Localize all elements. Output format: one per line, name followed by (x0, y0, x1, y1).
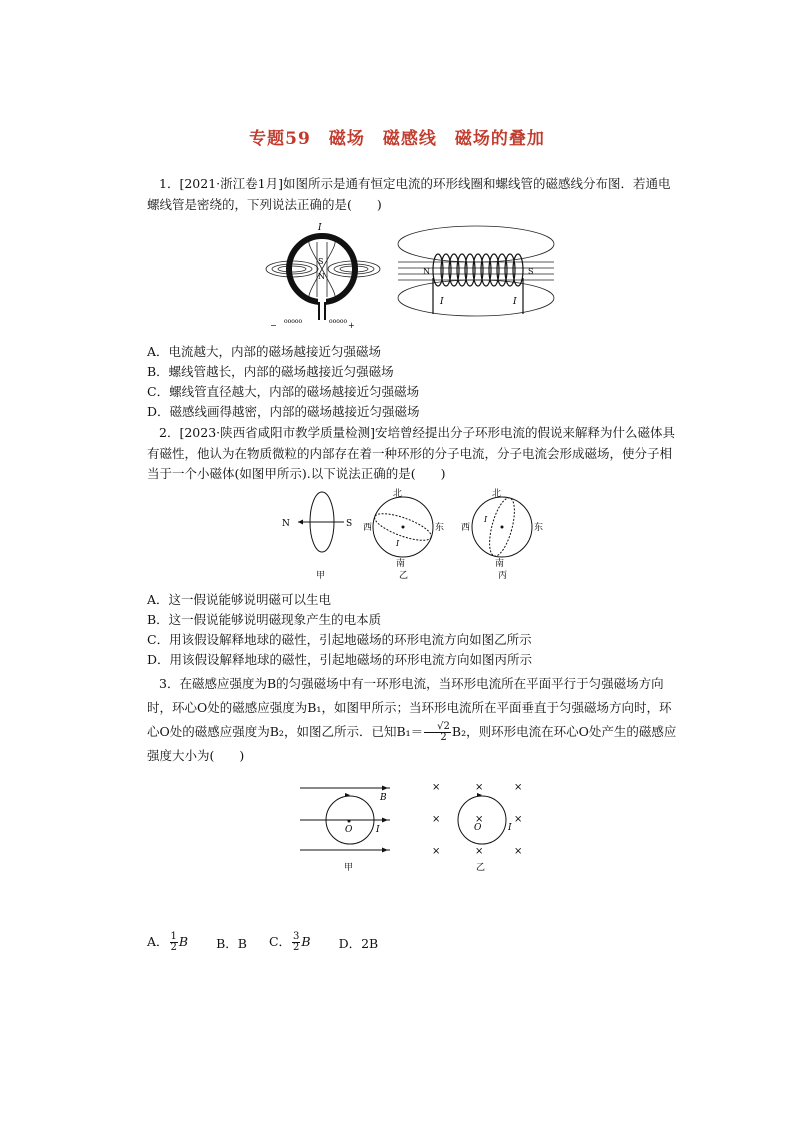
option-a-unit: B (178, 934, 189, 949)
q2-stem: 2．[2023·陕西省咸阳市教学质量检测]安培曾经提出分子环形电流的假说来解释为什么磁体具有磁性，他认为在物质微粒的内部存在着一种环形的分子电流，分子电流会形成磁场，使分子相当于一个小磁体(如图甲所示).以下说法正确的是( ) (147, 425, 675, 481)
jia-caption: 甲 (316, 571, 326, 581)
option-c-fraction (292, 932, 300, 953)
solenoid-s-label: S (528, 267, 534, 276)
jia-o-label: O (345, 825, 353, 835)
bing-current: I (484, 515, 488, 524)
cross-mark: × (475, 846, 484, 857)
jia-s-label: S (346, 519, 353, 529)
q1-option-d[interactable]: D．磁感线画得越密，内部的磁场越接近匀强磁场 (147, 404, 420, 419)
q1-figure-ring-coil (262, 222, 382, 332)
q3-option-c[interactable] (269, 932, 311, 953)
q3-option-d[interactable]: D．2B (338, 935, 379, 951)
jia-b-label: B (380, 793, 387, 803)
minus-sign: − (270, 321, 277, 330)
cross-mark: × (432, 846, 441, 857)
page-title: 专题59 磁场 磁感线 磁场的叠加 (249, 129, 545, 149)
bing-east: 东 (534, 523, 544, 533)
q1-option-c[interactable]: C．螺线管直径越大，内部的磁场越接近匀强磁场 (147, 384, 420, 399)
yi-caption: 乙 (399, 571, 409, 581)
cross-mark: × (514, 782, 523, 793)
yi-east: 东 (435, 523, 445, 533)
option-a-fraction (170, 932, 178, 953)
fraction-numerator: √2 (424, 722, 451, 733)
cross-mark: × (514, 814, 523, 825)
q1-stem: 1．[2021·浙江卷1月]如图所示是通有恒定电流的环形线圈和螺线管的磁感线分布图．若通电螺线管是密绕的，下列说法正确的是( ) (147, 176, 671, 212)
jia-i-label: I (376, 825, 380, 835)
bing-caption: 丙 (498, 571, 508, 581)
north-label: N (318, 272, 325, 281)
solenoid-n-label: N (423, 267, 430, 276)
current-label: I (318, 223, 322, 233)
q1-figure-solenoid (396, 222, 556, 332)
q2-option-b[interactable]: B．这一假说能够说明磁现象产生的电本质 (147, 612, 382, 627)
q3-stem-part1: 3．在磁感应强度为B的匀强磁场中有一环形电流，当环形电流所在平面平行于匀强磁场方向时，环心O处的磁感应强度为B₁，如图甲所示；当环形电流所在平面垂直于匀强磁场方向时，环心O处的磁感应强度为B₂，如图乙所示．已知B₁＝ (147, 676, 672, 739)
q2-option-d[interactable]: D．用该假设解释地球的磁性，引起地磁场的环形电流方向如图丙所示 (147, 652, 533, 667)
solenoid-current-right: I (513, 297, 517, 307)
cross-mark: × (514, 846, 523, 857)
bing-south: 南 (495, 559, 505, 569)
option-a-denominator: 2 (170, 942, 177, 953)
option-c-label: C． (268, 934, 292, 949)
option-c-denominator: 2 (293, 942, 300, 953)
cross-mark: × (432, 782, 441, 793)
sqrt2-over-2-fraction (424, 722, 451, 743)
plus-sign: + (348, 321, 355, 330)
dots-right: ooooo (329, 318, 348, 325)
fraction-denominator: 2 (440, 732, 447, 743)
yi-west: 西 (363, 523, 373, 533)
q3-option-a[interactable] (147, 932, 188, 953)
cross-mark: × (475, 782, 484, 793)
q1-option-a[interactable]: A．电流越大，内部的磁场越接近匀强磁场 (147, 344, 382, 359)
jia-n-label: N (282, 519, 290, 529)
q3-stem-part2: B₂，则环形电流在环心O处产生的磁感应强度大小为( ) (147, 724, 677, 763)
yi-north: 北 (393, 489, 403, 499)
q1-option-b[interactable]: B．螺线管越长，内部的磁场越接近匀强磁场 (147, 364, 394, 379)
south-label: S (318, 257, 324, 266)
yi-current: I (396, 539, 400, 548)
q2-option-c[interactable]: C．用该假设解释地球的磁性，引起地磁场的环形电流方向如图乙所示 (147, 632, 532, 647)
solenoid-current-left: I (440, 297, 444, 307)
yi-caption-q3: 乙 (476, 863, 486, 873)
option-a-label: A． (147, 934, 169, 949)
dots-left: ooooo (284, 318, 303, 325)
option-c-unit: B (301, 934, 311, 949)
q3-stem (147, 672, 677, 768)
option-a-numerator: 1 (170, 931, 177, 942)
bing-north: 北 (492, 489, 502, 499)
yi-i-label: I (508, 823, 512, 833)
option-c-numerator: 3 (293, 931, 300, 942)
yi-o-label: O (474, 823, 482, 833)
bing-west: 西 (461, 523, 471, 533)
q3-option-b[interactable]: B．B (216, 935, 247, 951)
q3-options (147, 932, 378, 953)
yi-south: 南 (396, 559, 406, 569)
q2-figure (280, 484, 560, 582)
cross-mark: × (475, 814, 484, 825)
jia-caption-q3: 甲 (344, 863, 354, 873)
cross-mark: × (432, 814, 441, 825)
q2-option-a[interactable]: A．这一假说能够说明磁可以生电 (147, 592, 332, 607)
q3-figure (298, 778, 538, 878)
